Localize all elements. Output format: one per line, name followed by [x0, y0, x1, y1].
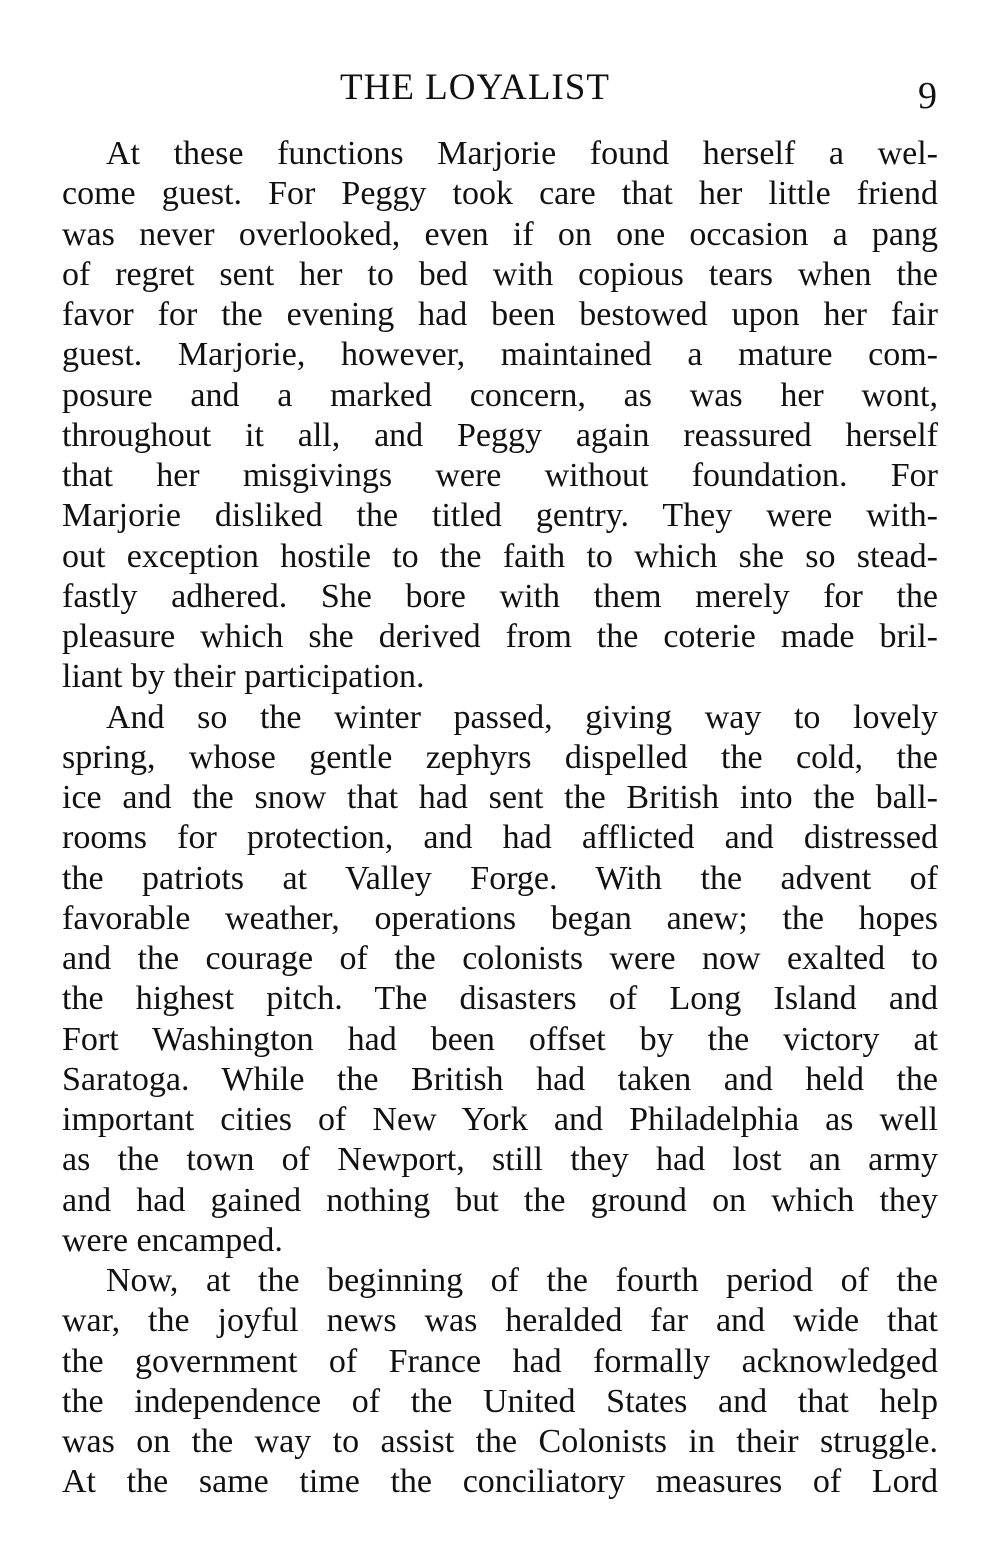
- body-text: [62, 134, 938, 1503]
- text-line: guest. Marjorie, however, maintained a mature com-: [62, 336, 938, 374]
- text-line: were encamped.: [62, 1221, 283, 1259]
- text-line: the government of France had formally acknowledged: [62, 1342, 938, 1380]
- running-title: THE LOYALIST: [340, 67, 610, 108]
- text-line: Fort Washington had been offset by the victory at: [62, 1020, 938, 1058]
- text-line: was never overlooked, even if on one occasion a pang: [62, 215, 938, 253]
- text-line: At these functions Marjorie found herself a wel-: [106, 135, 938, 172]
- text-line: posure and a marked concern, as was her wont,: [62, 376, 938, 414]
- text-line: favor for the evening had been bestowed upon her fair: [62, 296, 938, 333]
- text-line: and had gained nothing but the ground on which they: [62, 1181, 938, 1219]
- text-line: At the same time the conciliatory measures of Lord: [62, 1463, 938, 1501]
- text-line: out exception hostile to the faith to which she so stead-: [62, 537, 938, 575]
- text-line: the patriots at Valley Forge. With the advent of: [62, 859, 938, 897]
- text-line: come guest. For Peggy took care that her little friend: [62, 175, 938, 213]
- text-line: of regret sent her to bed with copious tears when the: [62, 255, 938, 293]
- text-line: rooms for protection, and had afflicted and distressed: [62, 819, 938, 857]
- page-number: 9: [918, 75, 937, 117]
- text-line: war, the joyful news was heralded far and wide that: [62, 1302, 938, 1340]
- text-line: favorable weather, operations began anew; the hopes: [62, 899, 938, 937]
- paragraph-1: [62, 134, 938, 698]
- text-line: pleasure which she derived from the coterie made bril-: [62, 618, 938, 655]
- text-line: Now, at the beginning of the fourth period of the: [106, 1262, 938, 1299]
- text-line: And so the winter passed, giving way to lovely: [106, 698, 938, 736]
- text-line: the highest pitch. The disasters of Long Island and: [62, 980, 938, 1018]
- text-line: important cities of New York and Philadelphia as well: [62, 1101, 938, 1138]
- paragraph-3: [62, 1261, 938, 1503]
- text-line: that her misgivings were without foundation. For: [62, 457, 938, 494]
- text-line: was on the way to assist the Colonists in their struggle.: [62, 1423, 938, 1460]
- text-line: and the courage of the colonists were now exalted to: [62, 940, 938, 977]
- text-line: fastly adhered. She bore with them merely for the: [62, 577, 938, 615]
- text-line: ice and the snow that had sent the British into the ball-: [62, 779, 938, 816]
- text-line: as the town of Newport, still they had lost an army: [62, 1141, 938, 1179]
- text-line: Marjorie disliked the titled gentry. They were with-: [62, 497, 938, 535]
- text-line: the independence of the United States and that help: [62, 1382, 938, 1420]
- text-line: liant by their participation.: [62, 658, 425, 696]
- text-line: spring, whose gentle zephyrs dispelled the cold, the: [62, 738, 938, 776]
- text-line: throughout it all, and Peggy again reassured herself: [62, 416, 938, 454]
- text-line: Saratoga. While the British had taken and held the: [62, 1060, 938, 1098]
- paragraph-2: [62, 698, 938, 1262]
